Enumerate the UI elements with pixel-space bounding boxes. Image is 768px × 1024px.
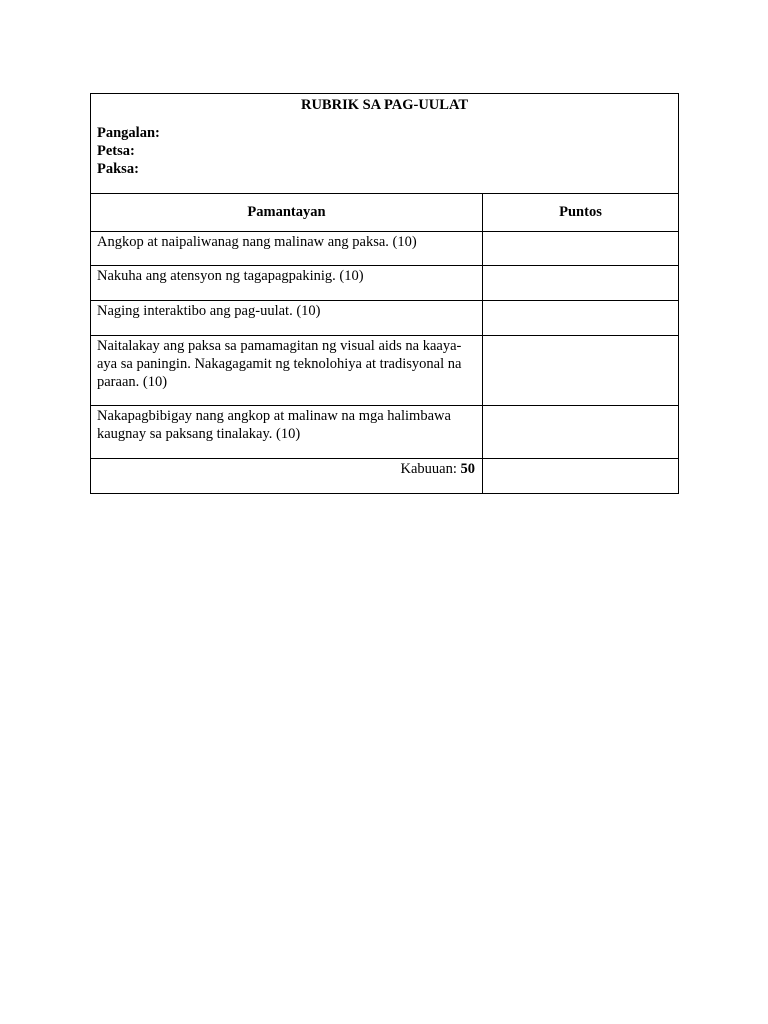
criterion-cell: Nakuha ang atensyon ng tagapagpakinig. (10) <box>91 266 483 301</box>
total-label: Kabuuan: <box>400 461 461 477</box>
total-value: 50 <box>460 461 475 477</box>
table-row <box>91 336 679 406</box>
points-cell[interactable] <box>483 232 679 266</box>
info-fields <box>97 124 672 178</box>
criterion-cell: Naitalakay ang paksa sa pamamagitan ng visual aids na kaaya-aya sa paningin. Nakagagamit ng teknolohiya at tradisyonal na paraan. (10) <box>91 336 483 406</box>
column-header-row <box>91 194 679 232</box>
criterion-cell: Naging interaktibo ang pag-uulat. (10) <box>91 301 483 336</box>
rubric-title: RUBRIK SA PAG-UULAT <box>300 97 469 113</box>
name-label: Pangalan: <box>97 125 160 141</box>
criteria-column-header: Pamantayan <box>91 194 483 232</box>
total-points-cell[interactable] <box>483 459 679 494</box>
criterion-cell: Nakapagbibigay nang angkop at malinaw na mga halimbawa kaugnay sa paksang tinalakay. (10) <box>91 406 483 459</box>
table-row <box>91 301 679 336</box>
criterion-cell: Angkop at naipaliwanag nang malinaw ang paksa. (10) <box>91 232 483 266</box>
rubric-table <box>90 93 679 494</box>
points-column-header: Puntos <box>483 194 679 232</box>
points-cell[interactable] <box>483 301 679 336</box>
total-cell <box>91 459 483 494</box>
points-cell[interactable] <box>483 406 679 459</box>
rubric-header-cell <box>91 94 679 194</box>
date-label: Petsa: <box>97 143 135 159</box>
points-cell[interactable] <box>483 336 679 406</box>
table-row <box>91 266 679 301</box>
points-cell[interactable] <box>483 266 679 301</box>
total-row <box>91 459 679 494</box>
table-row <box>91 232 679 266</box>
table-row <box>91 406 679 459</box>
rubric-header-row <box>91 94 679 194</box>
topic-label: Paksa: <box>97 161 139 177</box>
